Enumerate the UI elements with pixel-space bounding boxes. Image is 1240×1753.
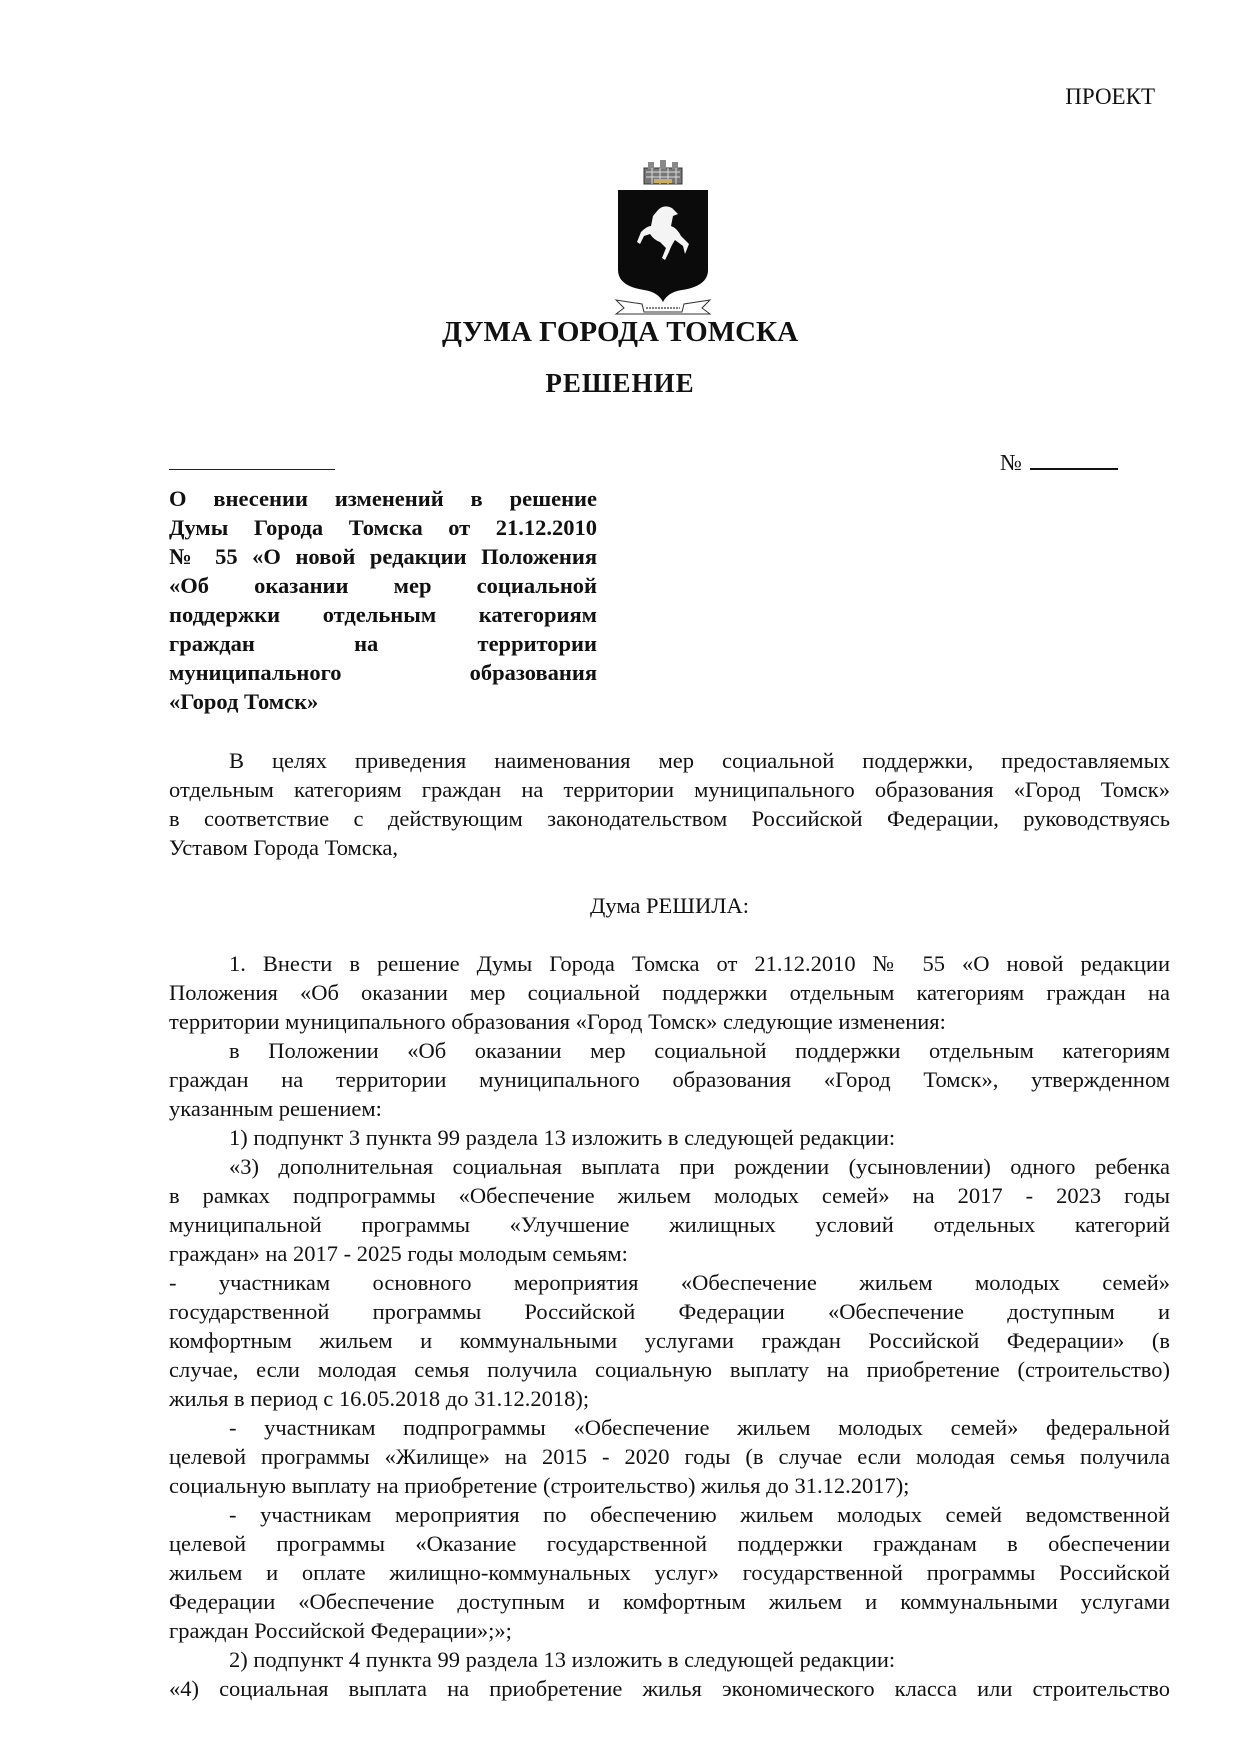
- text-line: жилья в период с 16.05.2018 до 31.12.2018);: [169, 1386, 590, 1411]
- text-line: поддержки отдельным категориям: [169, 602, 597, 627]
- text-line: В целях приведения наименования мер социальной поддержки, предоставляемых: [229, 748, 1170, 773]
- paragraph: [169, 1674, 1170, 1703]
- paragraph: [169, 1152, 1170, 1268]
- text-line: в соответствие с действующим законодательством Российской Федерации, руководствуясь: [169, 806, 1170, 831]
- text-line: - участникам основного мероприятия «Обеспечение жильем молодых семей»: [169, 1270, 1170, 1295]
- document-subject-title: [169, 484, 597, 716]
- paragraph: [169, 1500, 1170, 1645]
- date-blank-line: [169, 469, 335, 470]
- text-line: муниципальной программы «Улучшение жилищных условий отдельных категорий: [169, 1212, 1170, 1237]
- preamble-paragraph: [169, 746, 1170, 862]
- paragraph: [169, 1123, 1170, 1152]
- text-line: «Город Томск»: [169, 689, 319, 714]
- text-line: «Об оказании мер социальной: [169, 573, 597, 598]
- number-label: №: [1000, 450, 1022, 475]
- text-line: территории муниципального образования «Город Томск» следующие изменения:: [169, 1009, 946, 1034]
- text-line: 2) подпункт 4 пункта 99 раздела 13 изложить в следующей редакции:: [229, 1647, 896, 1672]
- text-line: граждан» на 2017 - 2025 годы молодым семьям:: [169, 1241, 628, 1266]
- text-line: государственной программы Российской Федерации «Обеспечение доступным и: [169, 1299, 1170, 1324]
- text-line: указанным решением:: [169, 1096, 382, 1121]
- text-line: Положения «Об оказании мер социальной поддержки отдельным категориям граждан на: [169, 980, 1170, 1005]
- text-line: - участникам подпрограммы «Обеспечение жильем молодых семей» федеральной: [229, 1415, 1170, 1440]
- text-line: граждан на территории: [169, 631, 597, 656]
- text-line: в Положении «Об оказании мер социальной поддержки отдельным категориям: [229, 1038, 1170, 1063]
- text-line: комфортным жильем и коммунальными услугами граждан Российской Федерации» (в: [169, 1328, 1170, 1353]
- ribbon-icon: [616, 300, 710, 314]
- crown-icon: [644, 160, 682, 184]
- text-line: случае, если молодая семья получила социальную выплату на приобретение (строительство): [169, 1357, 1170, 1382]
- text-line: Федерации «Обеспечение доступным и комфортным жильем и коммунальными услугами: [169, 1589, 1170, 1614]
- resolved-heading: Дума РЕШИЛА:: [590, 893, 749, 918]
- text-line: Думы Города Томска от 21.12.2010: [169, 515, 597, 540]
- document-body: [169, 746, 1170, 1703]
- paragraph: [169, 1036, 1170, 1123]
- text-line: отдельным категориям граждан на территории муниципального образования «Город Томск»: [169, 777, 1170, 802]
- text-line: жильем и оплате жилищно-коммунальных услуг» государственной программы Российской: [169, 1560, 1170, 1585]
- text-line: О внесении изменений в решение: [169, 486, 597, 511]
- organization-name: ДУМА ГОРОДА ТОМСКА: [441, 316, 799, 348]
- text-line: социальную выплату на приобретение (строительство) жилья до 31.12.2017);: [169, 1473, 910, 1498]
- text-line: Уставом Города Томска,: [169, 835, 398, 860]
- text-line: целевой программы «Оказание государственной поддержки гражданам в обеспечении: [169, 1531, 1170, 1556]
- paragraph: [169, 1413, 1170, 1500]
- text-line: целевой программы «Жилище» на 2015 - 2020 годы (в случае если молодая семья получила: [169, 1444, 1170, 1469]
- coat-of-arms-emblem: [612, 160, 714, 318]
- shield-icon: [618, 190, 708, 302]
- resolution-paragraphs: [169, 949, 1170, 1703]
- text-line: «4) социальная выплата на приобретение жилья экономического класса или строительство: [169, 1676, 1170, 1701]
- draft-stamp: ПРОЕКТ: [1065, 84, 1155, 109]
- text-line: 1. Внести в решение Думы Города Томска от 21.12.2010 № 55 «О новой редакции: [229, 951, 1170, 976]
- text-line: граждан на территории муниципального образования «Город Томск», утвержденном: [169, 1067, 1170, 1092]
- text-line: в рамках подпрограммы «Обеспечение жильем молодых семей» на 2017 - 2023 годы: [169, 1183, 1170, 1208]
- paragraph: [169, 1268, 1170, 1413]
- number-blank-line: [1030, 448, 1118, 470]
- text-line: граждан Российской Федерации»;»;: [169, 1618, 512, 1643]
- document-number: [1000, 448, 1118, 476]
- text-line: «3) дополнительная социальная выплата при рождении (усыновлении) одного ребенка: [229, 1154, 1170, 1179]
- document-type: РЕШЕНИЕ: [545, 368, 695, 398]
- text-line: муниципального образования: [169, 660, 597, 685]
- text-line: 1) подпункт 3 пункта 99 раздела 13 изложить в следующей редакции:: [229, 1125, 896, 1150]
- text-line: № 55 «О новой редакции Положения: [169, 544, 597, 569]
- text-line: - участникам мероприятия по обеспечению жильем молодых семей ведомственной: [229, 1502, 1170, 1527]
- paragraph: [169, 1645, 1170, 1674]
- paragraph: [169, 949, 1170, 1036]
